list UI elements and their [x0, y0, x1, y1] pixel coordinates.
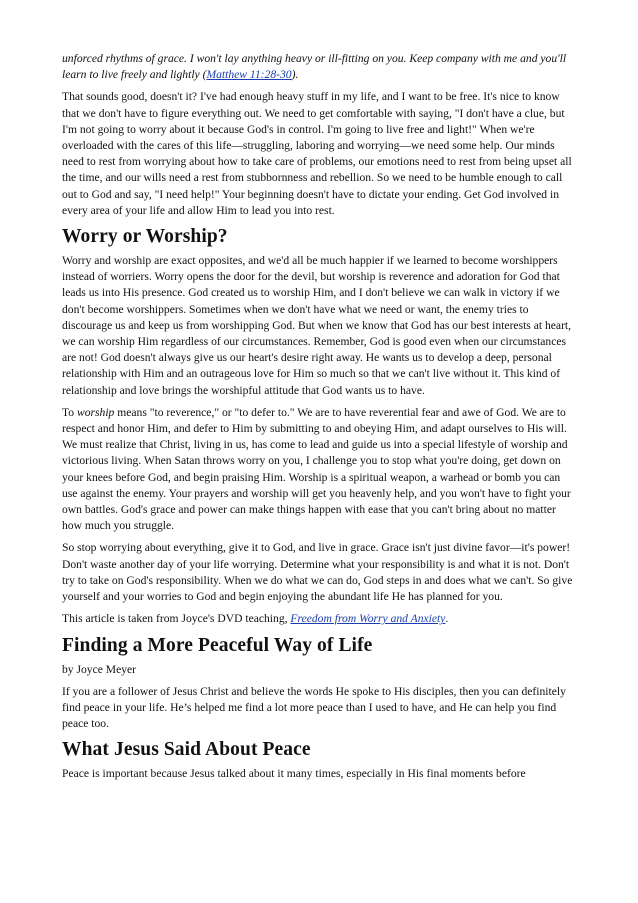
section-heading-jesus-peace: What Jesus Said About Peace — [62, 739, 311, 761]
stop-worrying-paragraph: So stop worrying about everything, give it to God, and live in grace. Grace isn't just divine favor—it's power! Don't waste another day of your life worrying. Determine what your responsibility is and what it is not. Don't try to take on God's responsibility. When we do what we can do, God steps in and does what we can't. So give yourself and your worries to God and begin enjoying the abundant life He has planned for you. — [62, 541, 573, 604]
worship-term: worship — [76, 405, 115, 419]
peace-paragraph: Peace is important because Jesus talked about it many times, especially in His final moments before — [62, 767, 526, 781]
byline: by Joyce Meyer — [62, 662, 137, 676]
source-paragraph — [62, 611, 578, 627]
dvd-teaching-link[interactable]: Freedom from Worry and Anxiety — [290, 612, 446, 626]
worship-definition-lead: To — [62, 405, 77, 419]
follower-paragraph: If you are a follower of Jesus Christ and believe the words He spoke to His disciples, then you can definitely find peace in your life. He’s helped me find a lot more peace than I used to have, and He can help you find peace too. — [62, 684, 566, 731]
scripture-reference-link[interactable]: Matthew 11:28-30 — [206, 68, 292, 82]
section-heading-peaceful-way: Finding a More Peaceful Way of Life — [62, 634, 373, 656]
intro-paragraph: That sounds good, doesn't it? I've had enough heavy stuff in my life, and I want to be free. It's nice to know that we don't have to figure everything out. We need to get comfortable with saying, "I don't have a clue, but I'm not going to worry about it because God's in control. I'm going to live free and light!" When we're overloaded with the cares of this life—struggling, laboring and worrying—we need some help. Our minds need to rest from worrying about how to take care of problems, our emotions need to rest from being upset all the time, and our wills need a rest from stubbornness and rebellion. So we need to be humble enough to call out to God and say, "I need help!" Your beginning doesn't have to dictate your ending. Get God involved in every area of your life and allow Him to lead you into rest. — [62, 90, 572, 217]
source-text: This article is taken from Joyce's DVD teaching, — [62, 612, 291, 626]
scripture-quote-paragraph — [62, 51, 578, 83]
source-end: . — [445, 612, 449, 626]
worry-worship-paragraph: Worry and worship are exact opposites, and we'd all be much happier if we learned to become worshippers instead of worriers. Worry opens the door for the devil, but worship is reverence and adoration for God that leads us into His presence. God created us to worship Him, and I don't believe we can walk in victory if we don't become worshippers. Sometimes when we don't have what we need or want, the enemy tries to discourage us and keep us from worshipping God. But when we know that God has our best interests at heart, we can worship Him regardless of our circumstances. Remember, God is good even when our circumstances are not! God doesn't always give us our heart's desire right away. He wants us to develop a deep, personal relationship with Him and an outrageous love for Him so much so that we can't live without it. This kind of relationship and love brings the worshipful attitude that God wants us to have. — [62, 254, 572, 397]
scripture-quote-text: unforced rhythms of grace. I won't lay anything heavy or ill-fitting on you. Keep company with me and you'll learn to live freely and lightly ( — [62, 52, 567, 82]
section-heading-worry-or-worship: Worry or Worship? — [62, 226, 228, 248]
worship-definition-text: means "to reverence," or "to defer to." We are to have reverential fear and awe of God. We are to respect and honor Him, and defer to Him by submitting to and obeying Him, and adapt ourselves to His will. We must realize that Christ, living in us, has come to lead and guide us into a special lifestyle of worship and victorious living. When Satan throws worry on you, I challenge you to stop what you're doing, get down on your knees before God, and begin praising Him. Worship is a spiritual weapon, a warhead or bomb you can use against the enemy. Your prayers and worship will get you heavenly help, and you won't have to fight your own battles. God's grace and power can make things happen with ease that you can't bring about no matter how much you struggle. — [62, 405, 571, 533]
worship-definition-paragraph — [62, 405, 578, 535]
scripture-quote-end: ). — [291, 68, 299, 82]
